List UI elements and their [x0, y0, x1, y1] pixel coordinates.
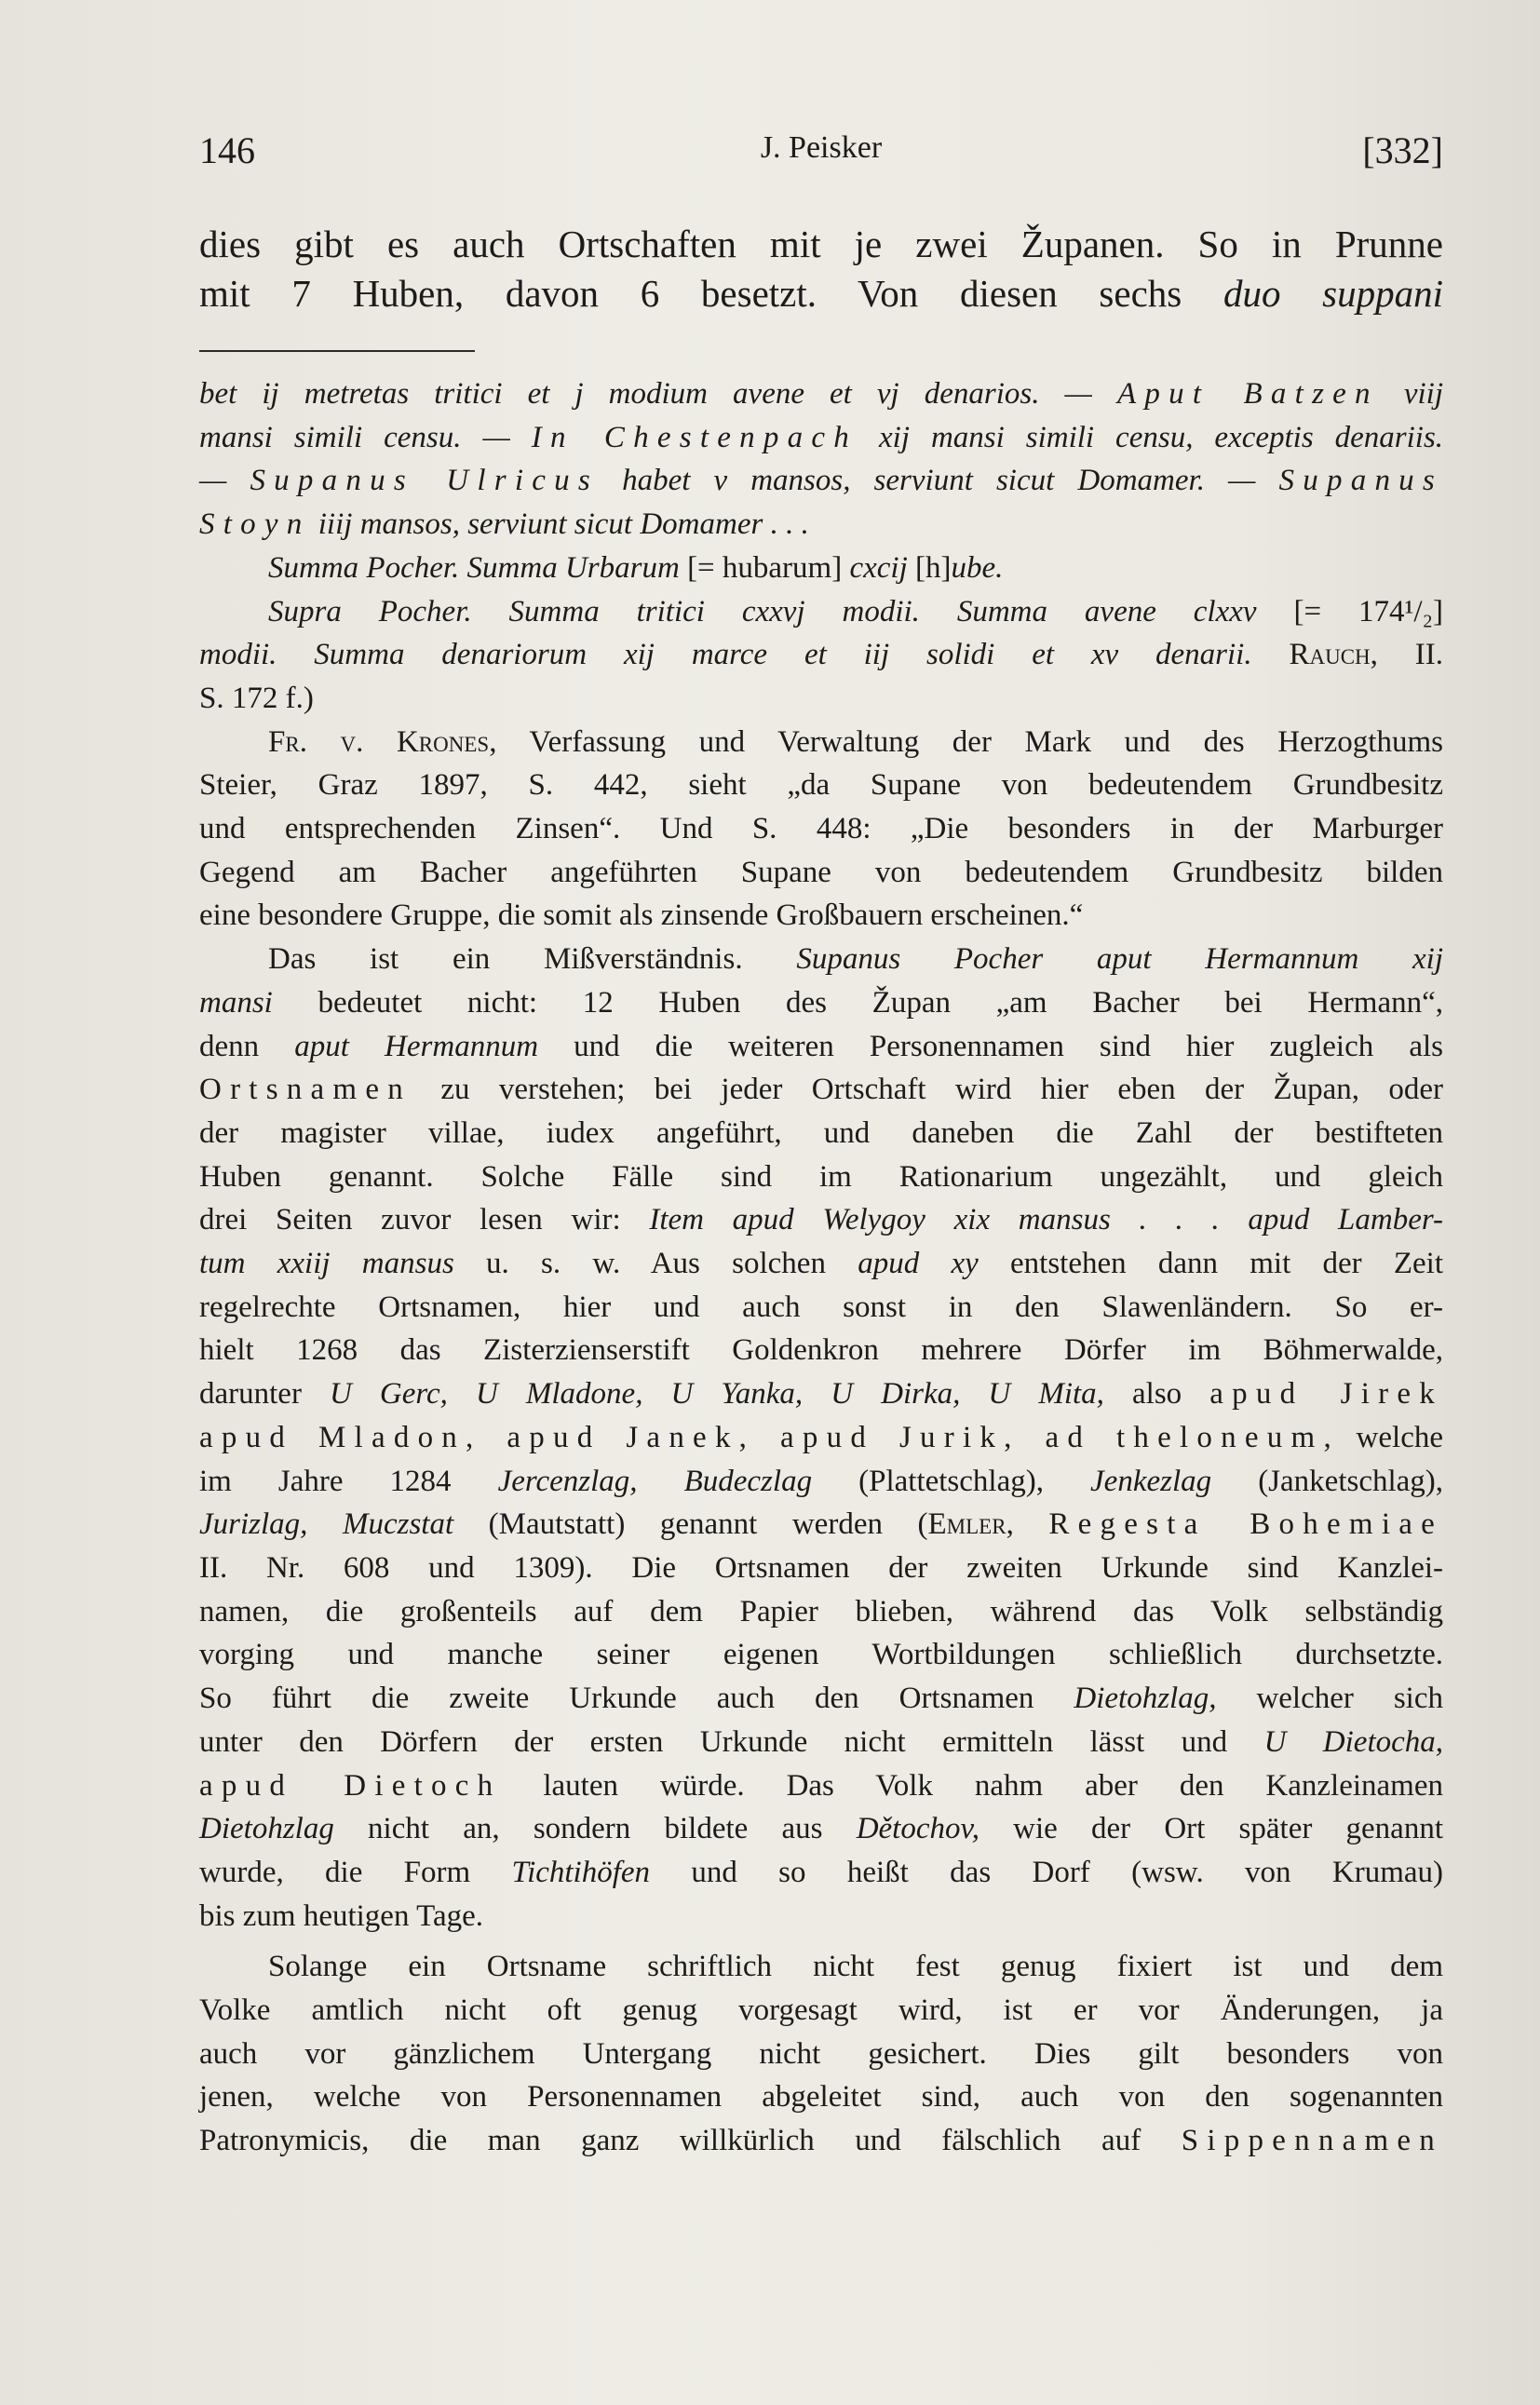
footnote-line: im Jahre 1284 Jercenzlag, Budeczlag (Plattetschlag), Jenkezlag (Janketschlag), — [199, 1464, 1444, 1498]
footnote-line: modii. Summa denariorum xij marce et iij solidi et xv denarii. Rauch, II. — [199, 638, 1444, 672]
footnote-line: — Supanus Ulricus habet v mansos, serviunt sicut Domamer. — Supanus — [199, 464, 1444, 498]
footnote-line: S. 172 f.) — [199, 681, 314, 715]
footnote-text — [199, 372, 1443, 2163]
footnote-line: II. Nr. 608 und 1309). Die Ortsnamen der zweiten Urkunde sind Kanzlei- — [199, 1550, 1443, 1585]
footnote-line: Steier, Graz 1897, S. 442, sieht „da Supane von bedeutendem Grundbesitz — [199, 768, 1443, 803]
footnote-line: Jurizlag, Muczstat (Mautstatt) genannt werden (Emler, Regesta Bohemiae — [199, 1507, 1444, 1542]
footnote-line: namen, die großenteils auf dem Papier blieben, während das Volk selbständig — [199, 1594, 1443, 1628]
footnote-line: auch vor gänzlichem Untergang nicht gesichert. Dies gilt besonders von — [199, 2036, 1443, 2071]
footnote-line: Supra Pocher. Summa tritici cxxvj modii. Summa avene clxxv [= 174¹/₂] — [268, 594, 1444, 628]
running-head-author: J. Peisker — [760, 130, 883, 165]
footnote-line: So führt die zweite Urkunde auch den Ortsnamen Dietohzlag, welcher sich — [199, 1682, 1443, 1716]
footnote-line: Ortsnamen zu verstehen; bei jeder Ortschaft wird hier eben der Župan, oder — [199, 1073, 1444, 1107]
footnote-line: und entsprechenden Zinsen“. Und S. 448: „Die besonders in der Marburger — [199, 812, 1443, 846]
footnote-line: der magister villae, iudex angeführt, und daneben die Zahl der bestifteten — [199, 1115, 1443, 1150]
footnote-line: mansi bedeutet nicht: 12 Huben des Župan „am Bacher bei Hermann“, — [199, 985, 1443, 1020]
footnote-line: Huben genannt. Solche Fälle sind im Rationarium ungezählt, und gleich — [199, 1159, 1443, 1194]
footnote-line: regelrechte Ortsnamen, hier und auch sonst in den Slawenländern. So er- — [199, 1290, 1443, 1324]
footnote-line: unter den Dörfern der ersten Urkunde nicht ermitteln lässt und U Dietocha, — [199, 1724, 1444, 1759]
footnote-line: hielt 1268 das Zisterzienserstift Goldenkron mehrere Dörfer im Böhmerwalde, — [199, 1333, 1443, 1368]
footnote-line: mansi simili censu. — In Chestenpach xij mansi simili censu, exceptis denariis. — [199, 420, 1444, 454]
body-continuation — [199, 220, 1443, 318]
footnote-line: Fr. v. Krones, Verfassung und Verwaltung der Mark und des Herzogthums — [268, 724, 1443, 759]
footnote-line: bet ij metretas tritici et j modium avene et vj denarios. — Aput Batzen viij — [199, 377, 1443, 411]
footnote-line: denn aput Hermannum und die weiteren Personennamen sind hier zugleich als — [199, 1029, 1444, 1063]
footnote-line: Solange ein Ortsname schriftlich nicht fest genug fixiert ist und dem — [268, 1950, 1443, 1984]
footnote-line: apud Dietoch lauten würde. Das Volk nahm aber den Kanzleinamen — [199, 1768, 1443, 1803]
footnote-line: Gegend am Bacher angeführten Supane von bedeutendem Grundbesitz bilden — [199, 855, 1443, 889]
footnote-line: darunter U Gerc, U Mladone, U Yanka, U Dirka, U Mita, also apud Jirek — [199, 1377, 1444, 1412]
footnote-line: wurde, die Form Tichtihöfen und so heißt das Dorf (wsw. von Krumau) — [199, 1855, 1443, 1889]
body-line: dies gibt es auch Ortschaften mit je zwei Županen. So in Prunne — [199, 223, 1443, 265]
footnote-line: bis zum heutigen Tage. — [199, 1898, 484, 1933]
footnote-line: Summa Pocher. Summa Urbarum [= hubarum] cxcij [h]ube. — [268, 550, 1004, 585]
body-line: mit 7 Huben, davon 6 besetzt. Von diesen sechs duo suppani — [199, 272, 1443, 315]
footnote-line: Dietohzlag nicht an, sondern bildete aus Dětochov, wie der Ort später genannt — [199, 1812, 1443, 1846]
running-header — [199, 128, 1443, 184]
footnote-line: jenen, welche von Personennamen abgeleitet sind, auch von den sogenannten — [199, 2080, 1443, 2115]
footnote-line: eine besondere Gruppe, die somit als zinsende Großbauern erscheinen.“ — [199, 898, 1084, 933]
footnote-line: drei Seiten zuvor lesen wir: Item apud Welygoy xix mansus . . . apud Lamber- — [199, 1203, 1444, 1237]
page-number: 146 — [199, 129, 255, 171]
footnote-rule — [199, 350, 475, 352]
original-page-number: [332] — [1362, 129, 1443, 171]
footnote-line: Stoyn iiij mansos, serviunt sicut Domamer . . . — [199, 507, 809, 542]
footnote-line: vorging und manche seiner eigenen Wortbildungen schließlich durchsetzte. — [199, 1638, 1443, 1672]
footnote-line: tum xxiij mansus u. s. w. Aus solchen apud xy entstehen dann mit der Zeit — [199, 1247, 1444, 1281]
footnote-line: Patronymicis, die man ganz willkürlich und fälschlich auf Sippennamen — [199, 2124, 1444, 2158]
footnote-line: apud Mladon, apud Janek, apud Jurik, ad theloneum, welche — [199, 1420, 1443, 1454]
footnote-line: Das ist ein Mißverständnis. Supanus Pocher aput Hermannum xij — [268, 942, 1443, 977]
footnote-line: Volke amtlich nicht oft genug vorgesagt wird, ist er vor Änderungen, ja — [199, 1993, 1443, 2028]
